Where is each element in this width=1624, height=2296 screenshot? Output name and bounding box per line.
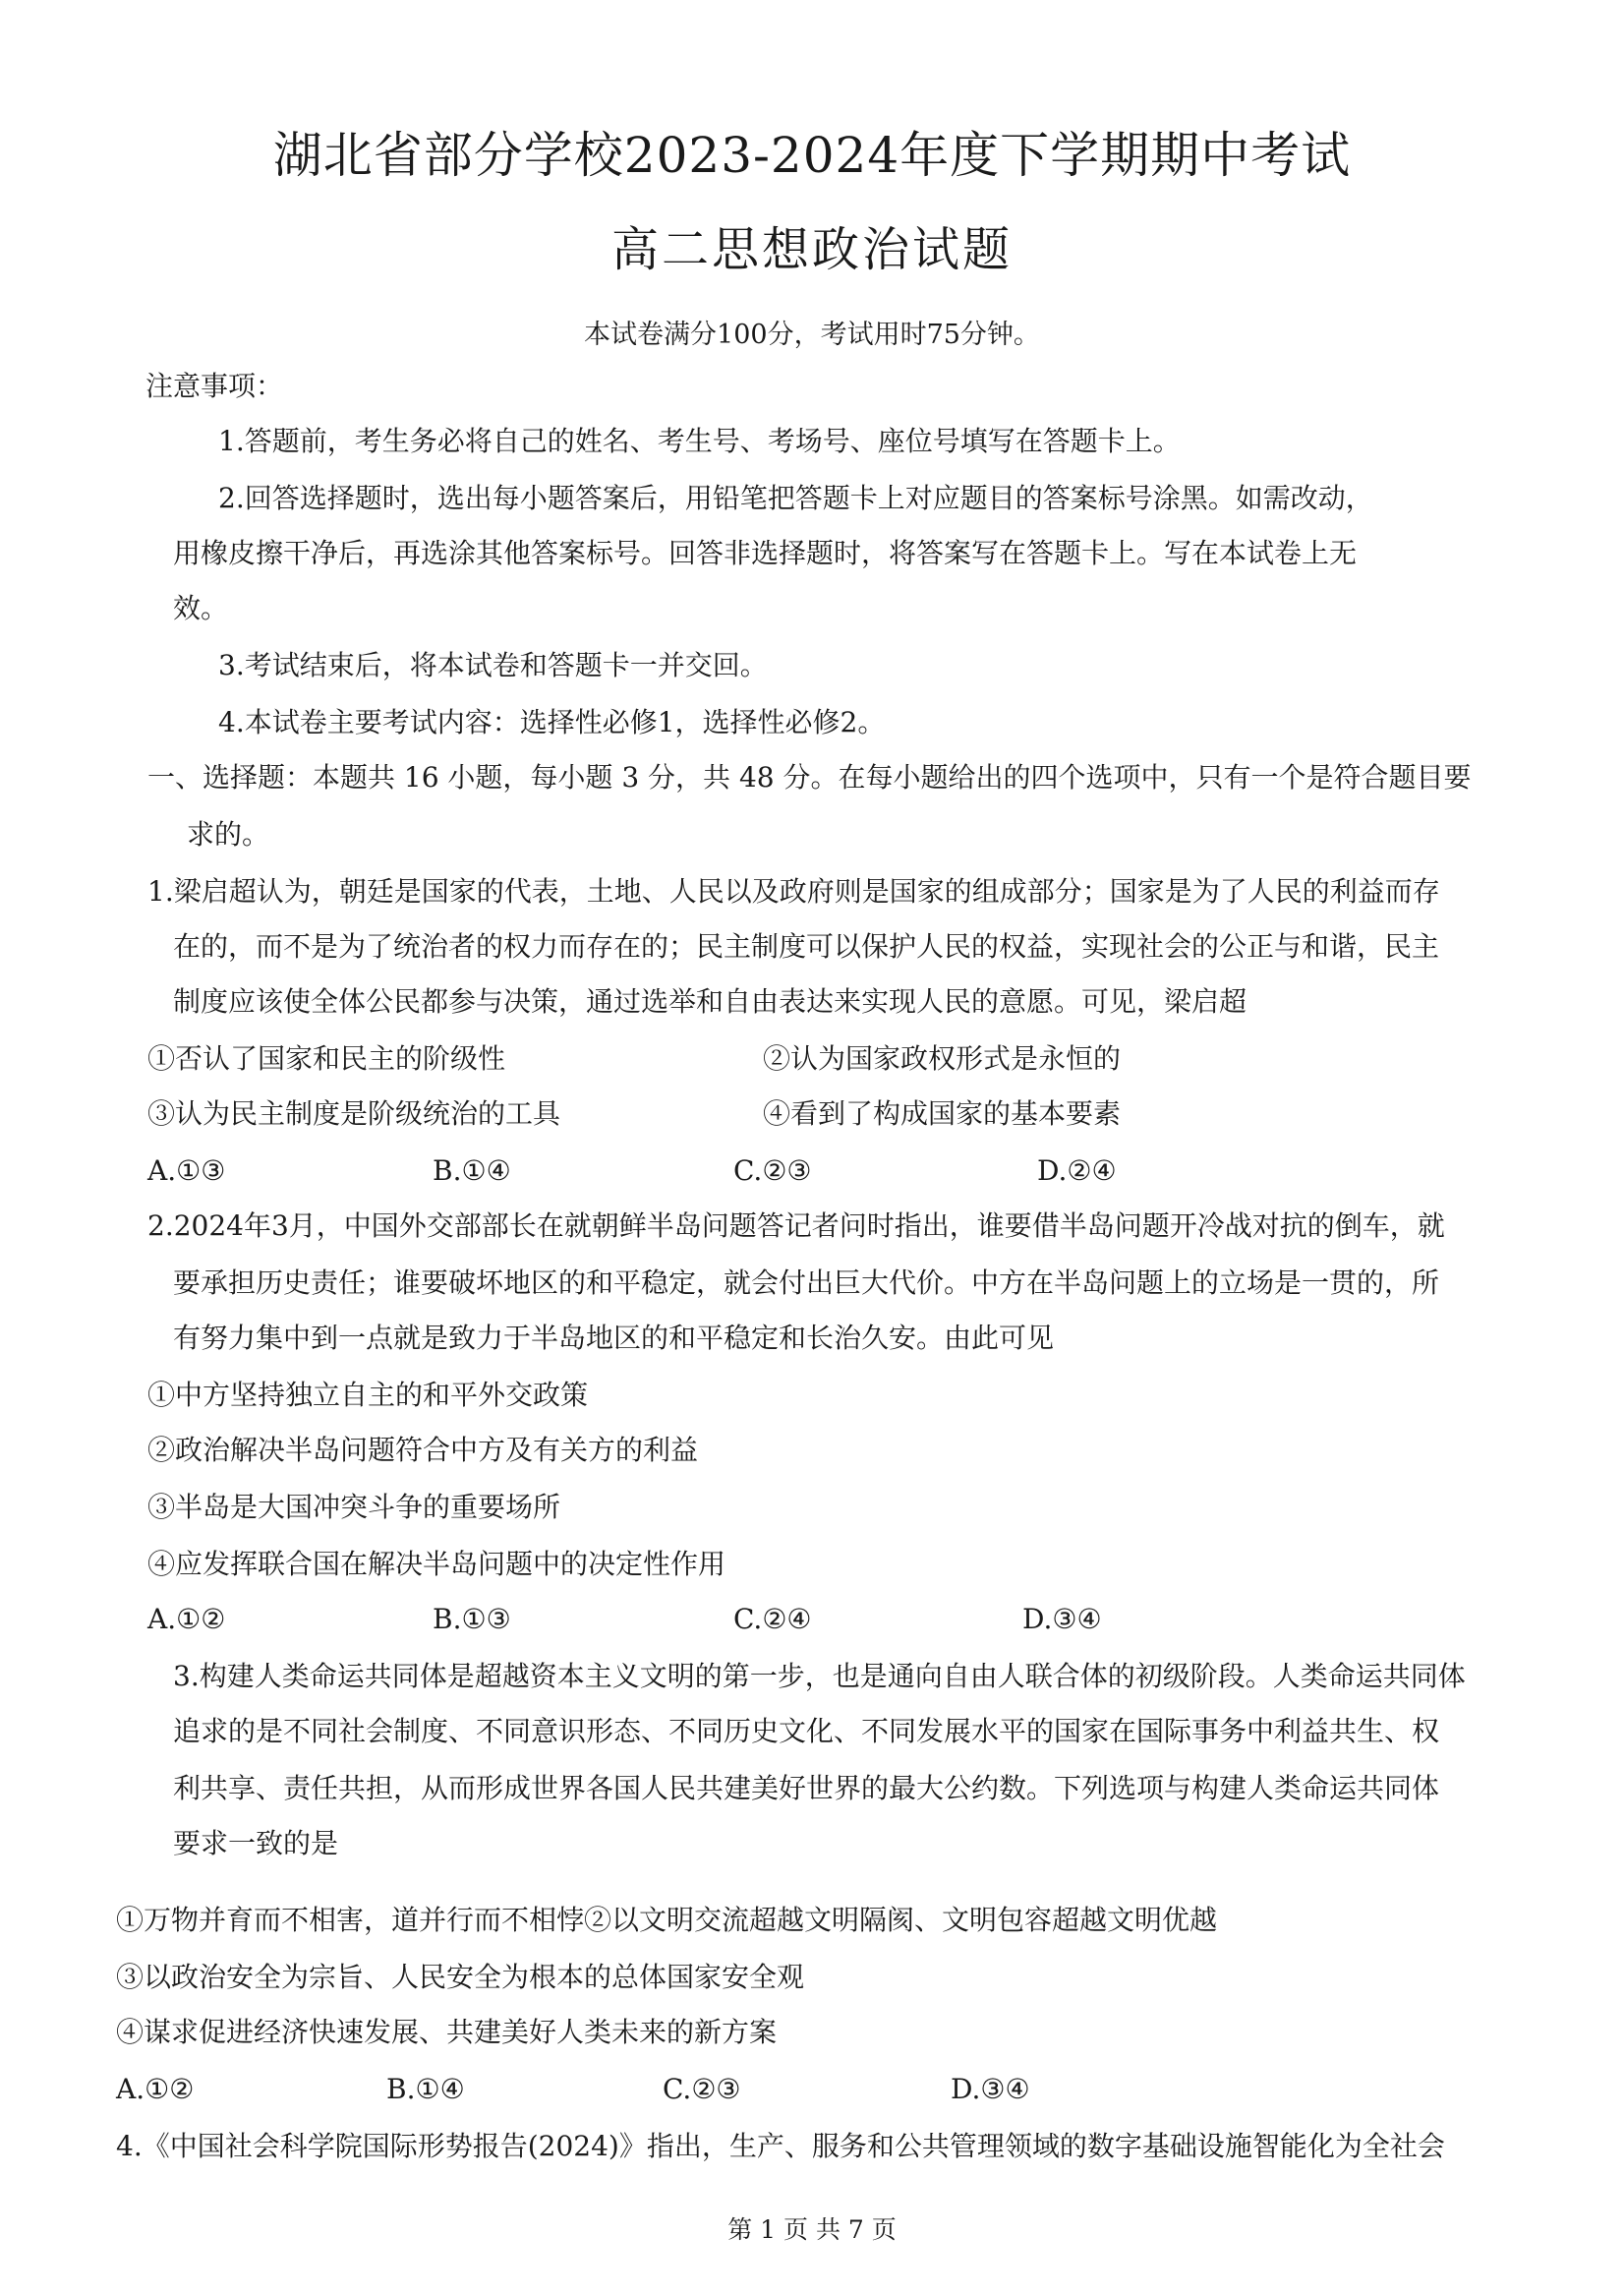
q3-option-c: C.②③ (663, 2073, 741, 2105)
q2-statement-3: ③半岛是大国冲突斗争的重要场所 (147, 1491, 561, 1523)
q1-option-d: D.②④ (1037, 1154, 1117, 1187)
q1-statement-1: ①否认了国家和民主的阶级性 (147, 1042, 506, 1075)
exam-subtitle: 高二思想政治试题 (610, 222, 1013, 277)
note-item-2-line-2: 用橡皮擦干净后，再选涂其他答案标号。回答非选择题时，将答案写在答题卡上。写在本试卷上无 (173, 537, 1358, 569)
note-item-1: 1.答题前，考生务必将自己的姓名、考生号、考场号、座位号填写在答题卡上。 (218, 425, 1181, 457)
q3-statements-1-2: ①万物并育而不相害，道并行而不相悖②以文明交流超越文明隔阂、文明包容超越文明优越 (116, 1904, 1218, 1936)
note-item-2-line-3: 效。 (173, 592, 229, 624)
q3-stem-line-2: 追求的是不同社会制度、不同意识形态、不同历史文化、不同发展水平的国家在国际事务中利益共生、权 (173, 1715, 1440, 1747)
q3-statement-3: ③以政治安全为宗旨、人民安全为根本的总体国家安全观 (116, 1961, 805, 1993)
section-heading-line-2: 求的。 (187, 818, 270, 851)
q3-statement-4: ④谋求促进经济快速发展、共建美好人类未来的新方案 (116, 2016, 778, 2048)
q1-statement-2: ②认为国家政权形式是永恒的 (763, 1042, 1122, 1075)
q1-statement-4: ④看到了构成国家的基本要素 (763, 1097, 1122, 1130)
exam-title: 湖北省部分学校2023-2024年度下学期期中考试 (272, 127, 1352, 184)
q4-stem-line-1: 4.《中国社会科学院国际形势报告(2024)》指出，生产、服务和公共管理领域的数字基础设施智能化为全社会 (116, 2130, 1445, 2162)
q2-stem-line-2: 要承担历史责任；谁要破坏地区的和平稳定，就会付出巨大代价。中方在半岛问题上的立场是一贯的，所 (173, 1266, 1440, 1299)
q1-option-c: C.②③ (733, 1154, 812, 1187)
q1-option-b: B.①④ (433, 1154, 511, 1187)
q1-stem-line-1: 1.梁启超认为，朝廷是国家的代表，土地、人民以及政府则是国家的组成部分；国家是为了人民的利益而存 (147, 875, 1440, 908)
q1-stem-line-2: 在的，而不是为了统治者的权力而存在的；民主制度可以保护人民的权益，实现社会的公正与和谐，民主 (173, 930, 1440, 963)
note-item-3: 3.考试结束后，将本试卷和答题卡一并交回。 (218, 649, 768, 681)
note-item-2-line-1: 2.回答选择题时，选出每小题答案后，用铅笔把答题卡上对应题目的答案标号涂黑。如需改动， (218, 482, 1373, 514)
q2-statement-1: ①中方坚持独立自主的和平外交政策 (147, 1379, 589, 1411)
q2-statement-4: ④应发挥联合国在解决半岛问题中的决定性作用 (147, 1548, 726, 1580)
q1-statement-3: ③认为民主制度是阶级统治的工具 (147, 1097, 561, 1130)
q3-option-a: A.①② (116, 2073, 195, 2105)
exam-info: 本试卷满分100分，考试用时75分钟。 (584, 320, 1040, 350)
q3-option-b: B.①④ (386, 2073, 465, 2105)
note-item-4: 4.本试卷主要考试内容：选择性必修1，选择性必修2。 (218, 706, 886, 738)
q2-option-b: B.①③ (433, 1603, 511, 1635)
q1-stem-line-3: 制度应该使全体公民都参与决策，通过选举和自由表达来实现人民的意愿。可见，梁启超 (173, 985, 1247, 1018)
notes-heading: 注意事项： (145, 370, 284, 402)
q2-stem-line-3: 有努力集中到一点就是致力于半岛地区的和平稳定和长治久安。由此可见 (173, 1322, 1055, 1354)
q2-stem-line-1: 2.2024年3月，中国外交部部长在就朝鲜半岛问题答记者问时指出，谁要借半岛问题开冷战对抗的倒车，就 (147, 1209, 1445, 1242)
q3-option-d: D.③④ (951, 2073, 1030, 2105)
q2-option-d: D.③④ (1022, 1603, 1102, 1635)
q3-stem-line-1: 3.构建人类命运共同体是超越资本主义文明的第一步，也是通向自由人联合体的初级阶段。人类命运共同体 (173, 1660, 1466, 1692)
section-heading-line-1: 一、选择题：本题共 16 小题，每小题 3 分，共 48 分。在每小题给出的四个选项中，只有一个是符合题目要 (147, 761, 1472, 794)
q2-option-a: A.①② (147, 1603, 226, 1635)
q2-statement-2: ②政治解决半岛问题符合中方及有关方的利益 (147, 1434, 699, 1466)
q2-option-c: C.②④ (733, 1603, 812, 1635)
page-footer: 第 1 页 共 7 页 (727, 2215, 897, 2244)
q1-option-a: A.①③ (147, 1154, 226, 1187)
q3-stem-line-4: 要求一致的是 (173, 1827, 339, 1859)
q3-stem-line-3: 利共享、责任共担，从而形成世界各国人民共建美好世界的最大公约数。下列选项与构建人类命运共同体 (173, 1772, 1440, 1804)
